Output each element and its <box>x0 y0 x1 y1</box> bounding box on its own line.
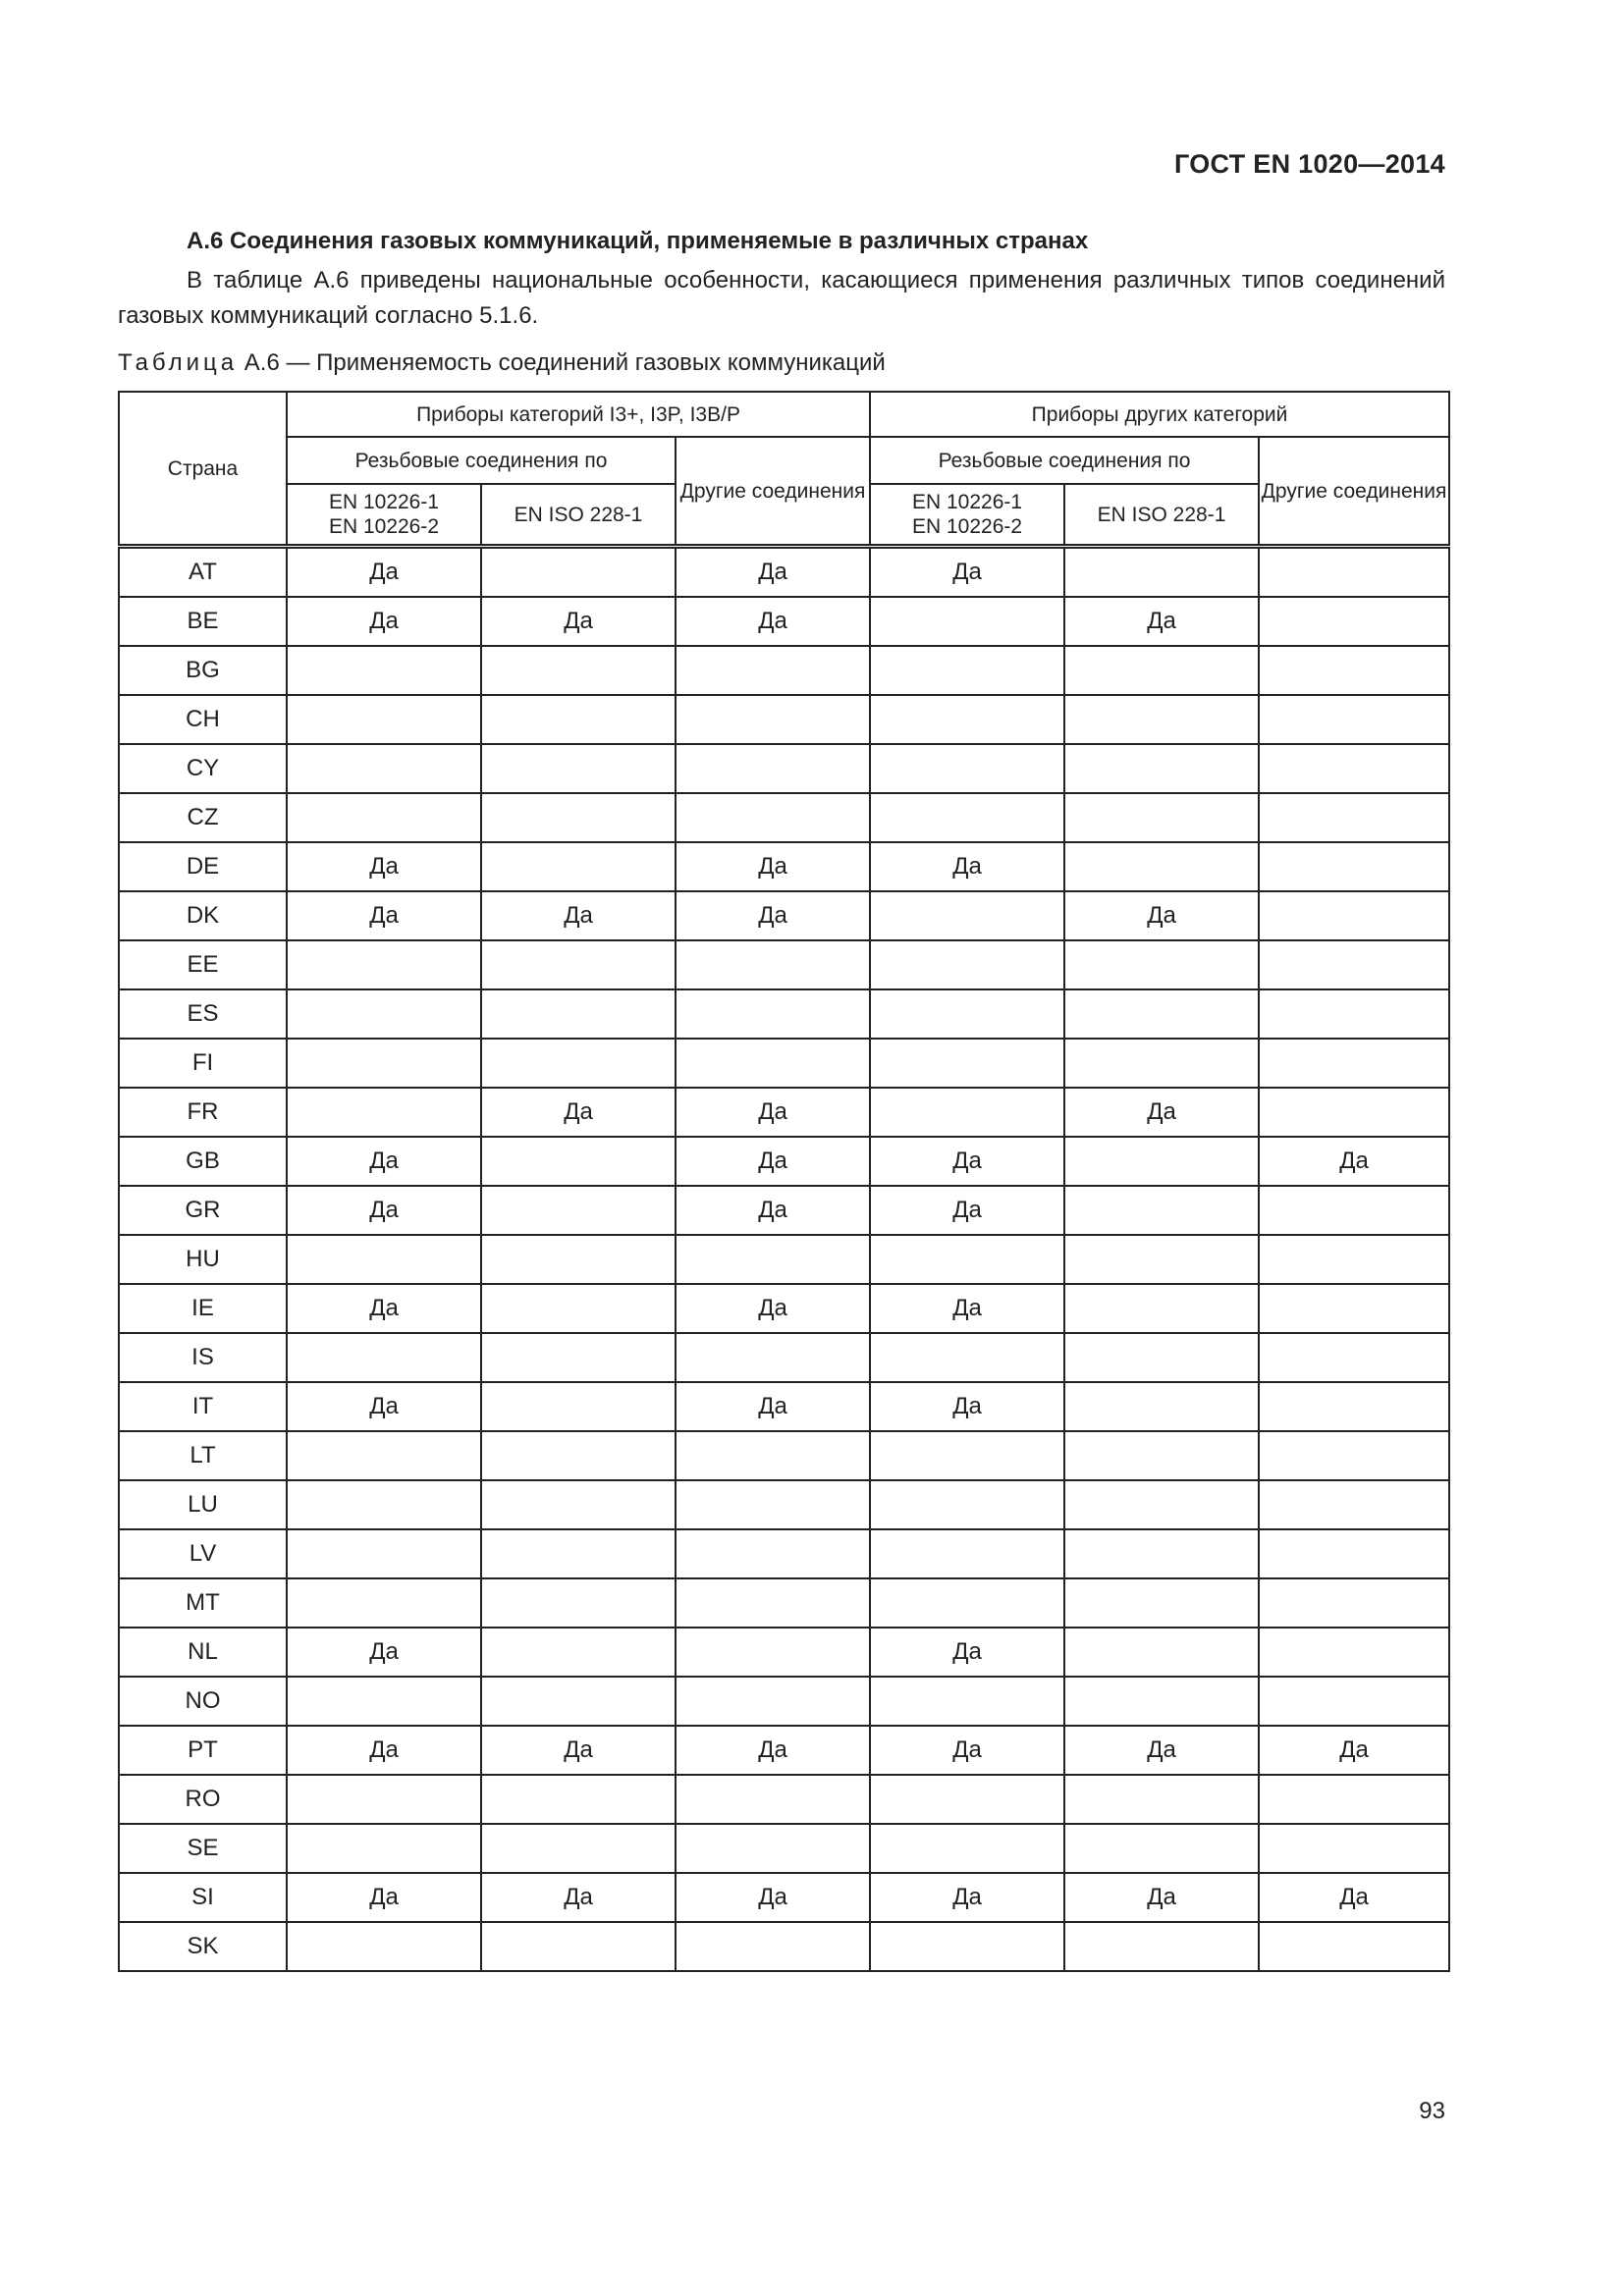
value-cell: Да <box>287 1628 481 1677</box>
value-cell <box>1064 793 1259 842</box>
value-cell <box>287 744 481 793</box>
value-cell <box>287 1480 481 1529</box>
value-cell: Да <box>870 1628 1064 1677</box>
value-cell <box>481 646 676 695</box>
country-cell: CH <box>119 695 287 744</box>
value-cell: Да <box>676 891 870 940</box>
value-cell: Да <box>1259 1726 1449 1775</box>
value-cell <box>481 1578 676 1628</box>
value-cell <box>1064 1039 1259 1088</box>
value-cell <box>1259 1578 1449 1628</box>
table-row <box>119 1284 1449 1333</box>
value-cell <box>1259 695 1449 744</box>
value-cell: Да <box>287 1284 481 1333</box>
value-cell <box>481 1235 676 1284</box>
group-header-i3: Приборы категорий I3+, I3P, I3B/P <box>287 392 870 437</box>
table-row <box>119 744 1449 793</box>
value-cell <box>1259 1628 1449 1677</box>
document-code: ГОСТ EN 1020—2014 <box>1173 149 1445 179</box>
country-cell: SK <box>119 1922 287 1971</box>
value-cell <box>1064 940 1259 989</box>
table-caption <box>118 349 886 377</box>
value-cell <box>676 940 870 989</box>
value-cell <box>481 1529 676 1578</box>
value-cell: Да <box>481 597 676 646</box>
value-cell <box>870 1333 1064 1382</box>
value-cell: Да <box>287 1382 481 1431</box>
value-cell: Да <box>676 547 870 598</box>
value-cell <box>287 1529 481 1578</box>
value-cell: Да <box>676 597 870 646</box>
value-cell <box>870 891 1064 940</box>
value-cell <box>870 646 1064 695</box>
value-cell <box>1064 744 1259 793</box>
table-row <box>119 1578 1449 1628</box>
value-cell <box>676 1235 870 1284</box>
value-cell <box>676 646 870 695</box>
value-cell: Да <box>676 1726 870 1775</box>
value-cell <box>676 1628 870 1677</box>
value-cell <box>287 1088 481 1137</box>
value-cell: Да <box>676 1284 870 1333</box>
value-cell <box>287 1431 481 1480</box>
standard-header-iso228-other: EN ISO 228-1 <box>1064 484 1259 547</box>
country-cell: FR <box>119 1088 287 1137</box>
country-cell: EE <box>119 940 287 989</box>
value-cell <box>287 989 481 1039</box>
value-cell <box>870 744 1064 793</box>
value-cell: Да <box>870 1284 1064 1333</box>
value-cell <box>1259 842 1449 891</box>
country-cell: DK <box>119 891 287 940</box>
value-cell <box>1064 842 1259 891</box>
value-cell <box>481 989 676 1039</box>
page-number: 93 <box>1419 2098 1445 2124</box>
country-cell: HU <box>119 1235 287 1284</box>
country-cell: SI <box>119 1873 287 1922</box>
value-cell <box>1259 1333 1449 1382</box>
value-cell <box>1064 1824 1259 1873</box>
country-cell: LU <box>119 1480 287 1529</box>
value-cell <box>481 1382 676 1431</box>
value-cell <box>481 1775 676 1824</box>
value-cell <box>287 793 481 842</box>
table-row <box>119 1186 1449 1235</box>
value-cell <box>1259 940 1449 989</box>
value-cell <box>1064 1628 1259 1677</box>
value-cell: Да <box>870 1137 1064 1186</box>
value-cell <box>287 695 481 744</box>
value-cell <box>870 940 1064 989</box>
intro-paragraph: В таблице А.6 приведены национальные особенности, касающиеся применения различных типов соединений газовых коммуникаций согласно 5.1.6. <box>118 267 1445 329</box>
value-cell <box>1259 646 1449 695</box>
value-cell <box>870 1431 1064 1480</box>
value-cell <box>481 1431 676 1480</box>
value-cell: Да <box>870 1382 1064 1431</box>
value-cell: Да <box>676 1088 870 1137</box>
table-row <box>119 1824 1449 1873</box>
value-cell <box>870 1677 1064 1726</box>
value-cell: Да <box>676 1186 870 1235</box>
table-row <box>119 1431 1449 1480</box>
value-cell <box>481 1039 676 1088</box>
value-cell <box>870 989 1064 1039</box>
value-cell: Да <box>1064 1088 1259 1137</box>
country-cell: BG <box>119 646 287 695</box>
value-cell <box>1064 1382 1259 1431</box>
table-row <box>119 1333 1449 1382</box>
value-cell: Да <box>287 1726 481 1775</box>
value-cell <box>676 695 870 744</box>
country-cell: LT <box>119 1431 287 1480</box>
table-body <box>119 547 1449 1972</box>
value-cell <box>1259 1235 1449 1284</box>
other-connections-header-other: Другие соединения <box>1259 437 1449 547</box>
country-cell: AT <box>119 547 287 598</box>
value-cell <box>1259 1284 1449 1333</box>
value-cell: Да <box>481 1726 676 1775</box>
value-cell <box>481 547 676 598</box>
value-cell: Да <box>1064 1726 1259 1775</box>
value-cell: Да <box>1064 1873 1259 1922</box>
value-cell: Да <box>1259 1137 1449 1186</box>
value-cell <box>1064 1431 1259 1480</box>
value-cell: Да <box>287 547 481 598</box>
value-cell <box>1064 695 1259 744</box>
value-cell: Да <box>676 842 870 891</box>
value-cell <box>287 1677 481 1726</box>
value-cell <box>870 597 1064 646</box>
value-cell <box>287 1578 481 1628</box>
value-cell: Да <box>287 842 481 891</box>
table-row <box>119 547 1449 598</box>
table-caption-label: Таблица <box>118 349 239 376</box>
value-cell <box>676 1333 870 1382</box>
table-row <box>119 597 1449 646</box>
value-cell <box>287 940 481 989</box>
value-cell: Да <box>870 1186 1064 1235</box>
table-row <box>119 1088 1449 1137</box>
country-cell: IS <box>119 1333 287 1382</box>
value-cell <box>481 1922 676 1971</box>
value-cell <box>1259 1677 1449 1726</box>
country-cell: CZ <box>119 793 287 842</box>
value-cell <box>1259 1529 1449 1578</box>
value-cell <box>1259 1480 1449 1529</box>
value-cell <box>676 989 870 1039</box>
value-cell: Да <box>287 1137 481 1186</box>
value-cell: Да <box>870 1873 1064 1922</box>
table-row <box>119 1677 1449 1726</box>
country-cell: RO <box>119 1775 287 1824</box>
country-cell: GB <box>119 1137 287 1186</box>
country-cell: IE <box>119 1284 287 1333</box>
country-cell: PT <box>119 1726 287 1775</box>
country-cell: IT <box>119 1382 287 1431</box>
value-cell <box>1064 1677 1259 1726</box>
value-cell: Да <box>676 1382 870 1431</box>
value-cell <box>287 1235 481 1284</box>
table-row <box>119 646 1449 695</box>
value-cell <box>1064 989 1259 1039</box>
value-cell: Да <box>1064 597 1259 646</box>
table-row <box>119 1628 1449 1677</box>
table-row <box>119 1137 1449 1186</box>
country-cell: ES <box>119 989 287 1039</box>
value-cell <box>287 1333 481 1382</box>
table-row <box>119 1726 1449 1775</box>
value-cell <box>676 1775 870 1824</box>
value-cell <box>676 1529 870 1578</box>
value-cell: Да <box>287 597 481 646</box>
value-cell <box>676 1480 870 1529</box>
value-cell <box>1064 646 1259 695</box>
value-cell <box>481 793 676 842</box>
value-cell <box>870 793 1064 842</box>
other-connections-header-i3: Другие соединения <box>676 437 870 547</box>
table-row <box>119 940 1449 989</box>
value-cell <box>1259 1922 1449 1971</box>
table-row <box>119 1480 1449 1529</box>
value-cell <box>287 1922 481 1971</box>
value-cell <box>1064 1333 1259 1382</box>
value-cell <box>1259 1431 1449 1480</box>
value-cell <box>481 940 676 989</box>
value-cell <box>870 1039 1064 1088</box>
table-row <box>119 695 1449 744</box>
value-cell <box>287 1039 481 1088</box>
value-cell <box>1259 793 1449 842</box>
country-cell: CY <box>119 744 287 793</box>
country-cell: BE <box>119 597 287 646</box>
threaded-header-i3: Резьбовые соединения по <box>287 437 676 484</box>
value-cell <box>1064 1922 1259 1971</box>
country-cell: LV <box>119 1529 287 1578</box>
value-cell <box>1259 744 1449 793</box>
value-cell <box>1259 597 1449 646</box>
value-cell <box>481 1186 676 1235</box>
table-row <box>119 1922 1449 1971</box>
value-cell <box>870 1235 1064 1284</box>
value-cell <box>1259 1382 1449 1431</box>
value-cell <box>676 1922 870 1971</box>
value-cell <box>481 695 676 744</box>
value-cell <box>481 1480 676 1529</box>
value-cell: Да <box>870 547 1064 598</box>
value-cell <box>1064 1775 1259 1824</box>
value-cell <box>870 1775 1064 1824</box>
table-caption-text: А.6 — Применяемость соединений газовых коммуникаций <box>244 349 886 376</box>
value-cell <box>481 1824 676 1873</box>
table-row <box>119 1529 1449 1578</box>
value-cell <box>1064 1235 1259 1284</box>
threaded-header-other: Резьбовые соединения по <box>870 437 1259 484</box>
value-cell <box>870 1578 1064 1628</box>
table-row <box>119 842 1449 891</box>
value-cell <box>870 1529 1064 1578</box>
country-cell: DE <box>119 842 287 891</box>
country-cell: MT <box>119 1578 287 1628</box>
group-header-other: Приборы других категорий <box>870 392 1449 437</box>
value-cell: Да <box>481 891 676 940</box>
value-cell <box>676 1431 870 1480</box>
table-row <box>119 1873 1449 1922</box>
standard-header-en10226-i3: EN 10226-1 EN 10226-2 <box>287 484 481 547</box>
standard-header-iso228-i3: EN ISO 228-1 <box>481 484 676 547</box>
value-cell <box>1064 1529 1259 1578</box>
country-cell: FI <box>119 1039 287 1088</box>
value-cell <box>481 842 676 891</box>
country-cell: NL <box>119 1628 287 1677</box>
value-cell <box>1259 547 1449 598</box>
value-cell: Да <box>676 1137 870 1186</box>
value-cell <box>1259 1039 1449 1088</box>
connections-table <box>118 391 1450 1972</box>
value-cell <box>481 744 676 793</box>
value-cell <box>481 1333 676 1382</box>
value-cell: Да <box>1064 891 1259 940</box>
value-cell <box>870 1824 1064 1873</box>
table-row <box>119 793 1449 842</box>
value-cell <box>1064 1186 1259 1235</box>
table-row <box>119 1775 1449 1824</box>
value-cell <box>287 1824 481 1873</box>
country-cell: SE <box>119 1824 287 1873</box>
value-cell <box>1064 1480 1259 1529</box>
value-cell <box>481 1677 676 1726</box>
country-column-header: Страна <box>119 392 287 547</box>
value-cell <box>1259 1088 1449 1137</box>
value-cell <box>287 646 481 695</box>
table-row <box>119 1382 1449 1431</box>
table-row <box>119 1039 1449 1088</box>
value-cell <box>676 1677 870 1726</box>
value-cell <box>1064 1578 1259 1628</box>
value-cell <box>1259 891 1449 940</box>
section-title: А.6 Соединения газовых коммуникаций, применяемые в различных странах <box>187 228 1089 254</box>
value-cell <box>1064 1137 1259 1186</box>
value-cell <box>287 1775 481 1824</box>
value-cell <box>1259 1186 1449 1235</box>
value-cell <box>870 1088 1064 1137</box>
value-cell: Да <box>287 1873 481 1922</box>
value-cell: Да <box>676 1873 870 1922</box>
value-cell <box>676 744 870 793</box>
table-row <box>119 1235 1449 1284</box>
table-row <box>119 891 1449 940</box>
value-cell: Да <box>287 891 481 940</box>
standard-header-en10226-other: EN 10226-1 EN 10226-2 <box>870 484 1064 547</box>
value-cell <box>676 793 870 842</box>
value-cell: Да <box>287 1186 481 1235</box>
value-cell <box>1064 547 1259 598</box>
value-cell: Да <box>481 1088 676 1137</box>
value-cell <box>870 1922 1064 1971</box>
value-cell <box>870 1480 1064 1529</box>
table-row <box>119 989 1449 1039</box>
value-cell: Да <box>1259 1873 1449 1922</box>
value-cell <box>1064 1284 1259 1333</box>
value-cell <box>1259 1775 1449 1824</box>
value-cell <box>676 1824 870 1873</box>
value-cell: Да <box>870 1726 1064 1775</box>
value-cell <box>676 1578 870 1628</box>
value-cell <box>870 695 1064 744</box>
value-cell: Да <box>481 1873 676 1922</box>
value-cell: Да <box>870 842 1064 891</box>
country-cell: GR <box>119 1186 287 1235</box>
value-cell <box>676 1039 870 1088</box>
value-cell <box>481 1284 676 1333</box>
value-cell <box>1259 1824 1449 1873</box>
value-cell <box>481 1137 676 1186</box>
country-cell: NO <box>119 1677 287 1726</box>
value-cell <box>481 1628 676 1677</box>
value-cell <box>1259 989 1449 1039</box>
